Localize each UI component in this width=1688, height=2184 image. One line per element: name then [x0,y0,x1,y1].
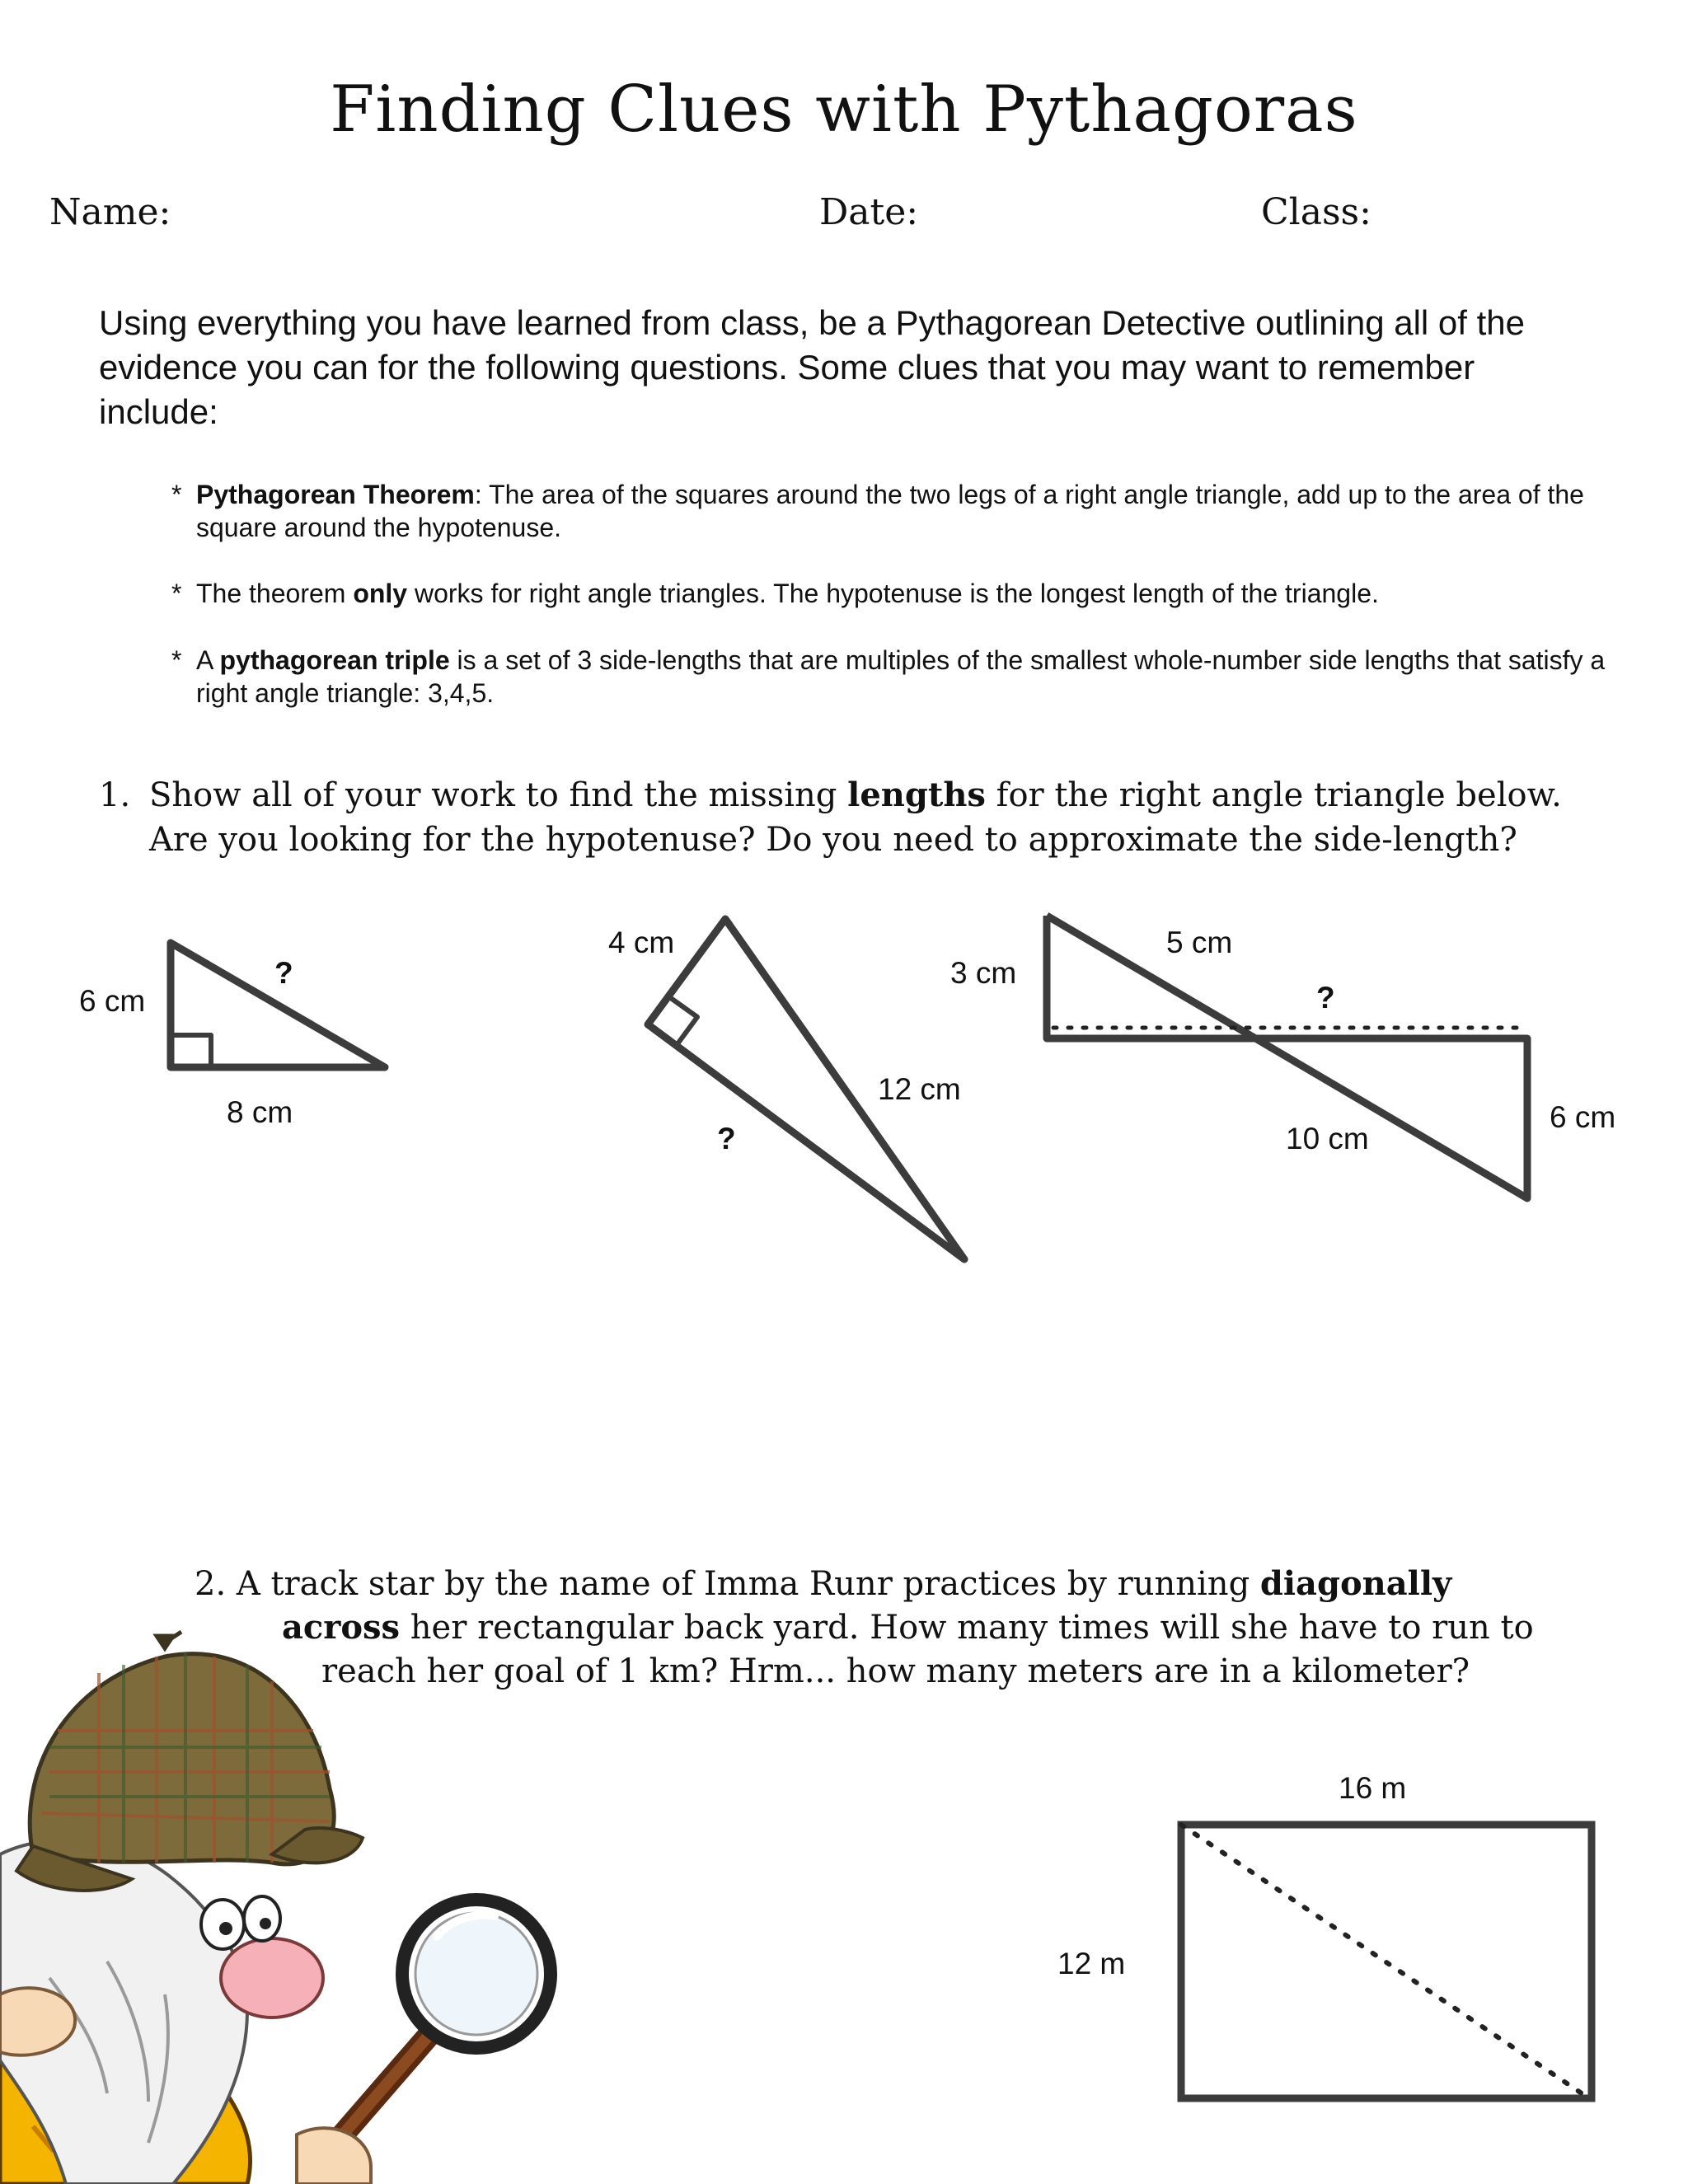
clue-text: is a set of 3 side-lengths that are multiples of the smallest whole-number side lengths that satisfy a right angle triangle: 3,4,5. [196,645,1606,708]
clue-text: works for right angle triangles. The hypotenuse is the longest length of the triangle. [407,579,1379,608]
page-title: Finding Clues with Pythagoras [330,73,1358,147]
clue-text-pre: A [196,645,220,675]
q2-text: 2. A track star by the name of Imma Runr practices by running [195,1565,1260,1603]
question-1-number: 1. [99,776,131,814]
detective-illustration [0,1632,551,2184]
triangle-b-unknown: ? [717,1122,736,1155]
rectangle-height-label: 12 m [1057,1947,1126,1980]
q2-bold-across: across [282,1608,401,1647]
clue-text-pre: The theorem [196,579,354,608]
backyard-rectangle [1181,1825,1592,2098]
triangle-a-unknown: ? [274,956,293,990]
triangle-c-top-diagonal: 5 cm [1166,926,1233,959]
question-1-line-2: Are you looking for the hypotenuse? Do you need to approximate the side-length? [149,821,1517,859]
clue-term: Pythagorean Theorem [196,480,475,509]
triangle-c-bottom-diagonal: 10 cm [1286,1122,1369,1155]
triangle-b-hypotenuse: 12 cm [878,1072,961,1106]
triangle-c-outline [1047,916,1527,1198]
class-label: Class: [1261,191,1372,233]
clue-term: pythagorean triple [219,645,450,675]
question-2-line-3: reach her goal of 1 km? Hrm... how many meters are in a kilometer? [321,1652,1470,1690]
bullet: * [171,579,182,608]
intro-paragraph: Using everything you have learned from class, be a Pythagorean Detective outlining all of the evidence you can for the following questions. Some clues that you may want to remember include: [99,303,1525,431]
bullet: * [171,480,182,509]
q1-text-end: for the right angle triangle below. [985,776,1562,814]
triangle-a-leg-horizontal: 8 cm [227,1095,293,1129]
right-angle-marker [171,1035,211,1067]
name-label: Name: [49,191,171,233]
right-angle-marker [668,996,697,1045]
diagonal-path [1181,1825,1587,2097]
triangle-a-leg-vertical: 6 cm [79,984,146,1018]
date-label: Date: [819,191,919,233]
rectangle-width-label: 16 m [1339,1771,1407,1805]
q2-bold-diagonally: diagonally [1259,1564,1452,1603]
triangle-b-short-leg: 4 cm [608,926,675,959]
clue-term: only [353,579,408,608]
bullet: * [171,645,182,675]
clue-text: : The area of the squares around the two legs of a right angle triangle, add up to the area of the square around the hypotenuse. [196,480,1584,542]
q1-bold-lengths: lengths [847,776,986,814]
q1-text: Show all of your work to find the missing [149,776,848,814]
triangle-c [1047,916,1527,1198]
triangle-c-left-side: 3 cm [950,956,1017,990]
triangle-c-right-side: 6 cm [1550,1100,1616,1134]
q2-text-2: her rectangular back yard. How many times will she have to run to [400,1609,1534,1647]
triangle-c-unknown: ? [1316,981,1335,1015]
